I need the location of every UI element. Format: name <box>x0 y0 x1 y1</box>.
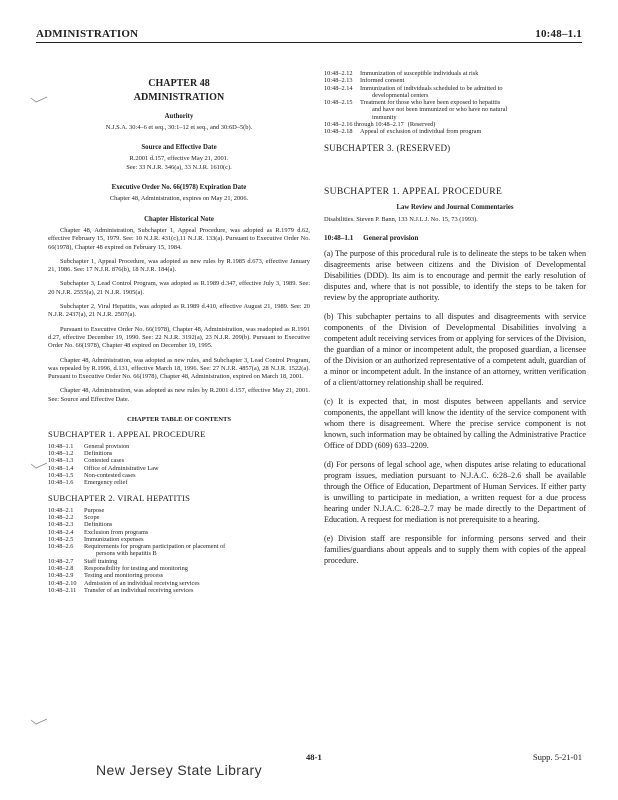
toc-item-text: Transfer of an individual receiving services <box>84 586 194 594</box>
toc-item-text: Responsibility for testing and monitoring <box>84 565 188 573</box>
toc-item <box>324 114 586 121</box>
toc-item <box>48 457 310 464</box>
toc-item-number <box>324 106 360 113</box>
running-head-left: ADMINISTRATION <box>36 28 139 40</box>
toc-item-number <box>324 114 360 121</box>
toc-item-number: 10:48–2.12 <box>324 70 353 77</box>
toc-item-text: and have not been immunized or who have no natural <box>372 106 508 114</box>
toc-item-number: 10:48–2.8 <box>48 565 74 573</box>
toc-item-number: 10:48–2.2 <box>48 513 74 521</box>
toc-item <box>324 99 586 106</box>
margin-check-mark-icon <box>30 718 48 726</box>
toc-item-text: Emergency relief <box>84 479 128 487</box>
left-column <box>48 70 310 594</box>
toc-item-text: (Reserved) <box>407 121 436 129</box>
toc-item <box>48 472 310 479</box>
chapter-name: ADMINISTRATION <box>133 92 225 104</box>
toc-item-number: 10:48–2.1 <box>48 506 74 514</box>
toc-item <box>48 529 310 536</box>
toc-item-text: Contested cases <box>84 457 125 465</box>
history-paragraph: Subchapter 2, Viral Hepatitis, was adopted as R.1989 d.410, effective August 21, 1989. See: 20 N.J.R. 2437(a), 21 N.J.R. 2507(a). <box>48 303 310 319</box>
exec-order-heading: Executive Order No. 66(1978) Expiration Date <box>111 184 247 192</box>
toc-item <box>48 450 310 457</box>
toc-item-text: Definitions <box>84 449 113 457</box>
history-paragraph: Chapter 48, Administration, was adopted as new rules by R.2001 d.157, effective May 21, 2001. See: Source and Effective Date. <box>48 387 310 403</box>
history-paragraph: Pursuant to Executive Order No. 66(1978), Chapter 48, Administration, was readopted as R.1991 d.27, effective December 19, 1990. See: 22 N.J.R. 3192(a), 23 N.J.R. 209(b). Pursuant to Executive Order No. 66(1978), Chapter 48 expired on December 19, 1995. <box>48 325 310 350</box>
history-heading: Chapter Historical Note <box>144 215 214 223</box>
toc-item <box>48 443 310 450</box>
toc-item <box>48 572 310 579</box>
toc-item <box>48 565 310 572</box>
law-review-heading: Law Review and Journal Commentaries <box>396 204 514 212</box>
toc-item-number: 10:48–2.10 <box>48 579 77 587</box>
toc-item-text: Scope <box>84 513 100 521</box>
toc-item-text: Testing and monitoring process <box>84 572 164 580</box>
toc-item-number: 10:48–2.7 <box>48 557 74 565</box>
toc-item-text: Non-contested cases <box>84 471 136 479</box>
toc-item-number: 10:48–1.6 <box>48 479 74 487</box>
toc-item-text: persons with hepatitis B <box>96 550 157 558</box>
toc-item-text: Treatment for those who have been exposed to hepatitis <box>360 99 501 107</box>
toc-item <box>324 106 586 113</box>
toc-item <box>48 543 310 550</box>
running-head <box>36 28 582 43</box>
toc-item-number <box>324 92 360 99</box>
toc-item-text: Requirements for program participation or placement of <box>84 543 226 551</box>
law-review-text: Disabilities. Steven P. Bann, 133 N.J.L.J. No. 15, 73 (1993). <box>324 215 478 223</box>
toc-item <box>324 77 586 84</box>
exec-order-text: Chapter 48, Administration, expires on May 21, 2006. <box>109 195 249 203</box>
toc-item <box>48 465 310 472</box>
toc-item-number: 10:48–2.16 through 10:48–2.17 <box>324 121 404 129</box>
toc-item-number: 10:48–2.9 <box>48 572 74 580</box>
toc-item-number: 10:48–2.3 <box>48 521 74 529</box>
toc-item-number: 10:48–2.18 <box>324 128 353 136</box>
rule-number: 10:48–1.1 <box>324 233 354 242</box>
toc-item-text: Exclusion from programs <box>84 528 149 536</box>
source-line: R.2001 d.157, effective May 21, 2001. <box>129 155 229 163</box>
toc-item <box>324 121 586 128</box>
toc-subchapter-title: SUBCHAPTER 1. APPEAL PROCEDURE <box>48 429 206 440</box>
toc-item <box>48 580 310 587</box>
toc-item-number: 10:48–1.4 <box>48 464 74 472</box>
toc-item-number: 10:48–2.11 <box>48 586 77 594</box>
toc-item-number: 10:48–1.5 <box>48 471 74 479</box>
source-heading: Source and Effective Date <box>141 144 217 152</box>
subchapter-heading: SUBCHAPTER 1. APPEAL PROCEDURE <box>324 185 503 197</box>
rule-paragraph: (c) It is expected that, in most disputes between appellants and service components, the appellant will know the identity of the service component with whom there is disagreement. Where the precise service component is not known, such information may be obtained by calling the Administrative Practice Office of DDD (609) 633–2209. <box>324 397 586 451</box>
toc-item-number: 10:48–1.1 <box>48 442 74 450</box>
authority-text: N.J.S.A. 30:4–6 et seq., 30:1–12 et seq., and 30:6D–5(b). <box>105 123 253 131</box>
toc-item-text: Immunization of individuals scheduled to be admitted to <box>360 84 503 92</box>
toc-item-text: developmental centers <box>372 91 429 99</box>
rule-paragraph: (e) Division staff are responsible for informing persons served and their families/guardians about appeals and to supply them with copies of the appeal procedure. <box>324 534 586 566</box>
toc-subchapter-title: SUBCHAPTER 2. VIRAL HEPATITIS <box>48 493 191 504</box>
toc-item <box>48 587 310 594</box>
toc-item-number: 10:48–2.14 <box>324 84 353 92</box>
toc-item <box>48 514 310 521</box>
toc-item-text: Admission of an individual receiving services <box>84 579 200 587</box>
toc-item-number: 10:48–2.6 <box>48 543 74 551</box>
toc-item <box>48 536 310 543</box>
toc-item <box>324 128 586 135</box>
toc-item <box>48 521 310 528</box>
toc-item <box>48 550 310 557</box>
toc-item-number: 10:48–2.5 <box>48 535 74 543</box>
right-column <box>324 70 586 574</box>
toc-item-number: 10:48–2.15 <box>324 99 353 107</box>
rule-paragraph: (d) For persons of legal school age, when disputes arise relating to educational program issues, mediation pursuant to N.J.A.C. 6:28–2.6 shall be available through the Office of Education, Department of Human Services. If either party is unwilling to participate in mediation, a written request for a due process hearing under N.J.A.C. 6:28–2.7 may be made directly to the Department of Education. A request for mediation is not prerequisite to a hearing. <box>324 460 586 525</box>
authority-heading: Authority <box>164 112 194 120</box>
toc-item-number: 10:48–1.3 <box>48 457 74 465</box>
toc-item <box>324 92 586 99</box>
supplement-date: Supp. 5-21-01 <box>532 752 582 762</box>
toc-item-text: Purpose <box>84 506 105 514</box>
history-paragraph: Subchapter 1, Appeal Procedure, was adopted as new rules by R.1985 d.673, effective January 21, 1986. See: 17 N.J.R. 876(b), 18 N.J.R. 184(a). <box>48 257 310 274</box>
toc-heading: CHAPTER TABLE OF CONTENTS <box>126 416 232 424</box>
chapter-number: CHAPTER 48 <box>148 78 210 89</box>
toc-list <box>48 507 310 595</box>
toc-item-number: 10:48–2.4 <box>48 528 74 536</box>
rule-paragraph: (b) This subchapter pertains to all disputes and disagreements with service components of the Division of Developmental Disabilities involving a competent adult receiving services from or applying for services of the Division, the guardian of a minor or incompetent adult, the proposed guardian, a licensee of the Division or an authorized representative of a competent adult, guardian of a minor or incompetent adult. In the instance of an attorney, written verification of a client/attorney relationship shall be required. <box>324 312 586 388</box>
toc-item-number <box>48 550 84 557</box>
rule-body <box>324 248 586 566</box>
margin-check-mark-icon <box>30 96 48 104</box>
toc-item <box>48 558 310 565</box>
history-paragraph: Chapter 48, Administration, was adopted as new rules, and Subchapter 3, Lead Control Program, was repealed by R.1996, d.131, effective March 18, 1996. See: 27 N.J.R. 4857(a), 28 N.J.R. 1522(a). Pursuant to Executive Order No. 66(1978), Chapter 48, Administration, expired on March 18, 2001. <box>48 356 310 381</box>
rule-paragraph: (a) The purpose of this procedural rule is to delineate the steps to be taken when disagreements arise between citizens and the Division of Developmental Disabilities (DDD). Its aim is to encourage and permit the early resolution of disputes and, where that is not possible, to identify the steps to be taken for review by the appropriate authority. <box>324 249 586 303</box>
toc-item-text: Immunization expenses <box>84 535 144 543</box>
history-paragraph: Subchapter 3, Lead Control Program, was adopted as R.1989 d.347, effective July 3, 1989. See: 20 N.J.R. 2555(a), 21 N.J.R. 1905(a). <box>48 280 310 296</box>
toc-item-text: Office of Administrative Law <box>84 464 159 472</box>
source-line: See: 33 N.J.R. 346(a), 33 N.J.R. 1610(c). <box>126 163 232 171</box>
toc-list <box>48 443 310 487</box>
toc-item-text: Definitions <box>84 521 113 529</box>
toc-item-text: Informed consent <box>360 77 405 85</box>
toc-item <box>48 507 310 514</box>
toc-item-text: Immunization of susceptible individuals at risk <box>360 70 479 77</box>
margin-check-mark-icon <box>30 462 48 470</box>
toc-item-text: immunity <box>372 113 397 121</box>
rule-title: General provision <box>363 233 419 242</box>
toc-item-number: 10:48–1.2 <box>48 449 74 457</box>
toc-list <box>324 70 586 136</box>
toc-item <box>48 479 310 486</box>
page-number: 48-1 <box>306 752 322 762</box>
toc-item-text: General provision <box>84 442 130 450</box>
toc-item <box>324 85 586 92</box>
library-stamp: New Jersey State Library <box>96 762 262 778</box>
running-head-right: 10:48–1.1 <box>535 28 582 40</box>
toc-item-text: Staff training <box>84 557 118 565</box>
toc-subchapter-title: SUBCHAPTER 3. (RESERVED) <box>324 142 451 153</box>
history-paragraph: Chapter 48, Administration, Subchapter 1, Appeal Procedure, was adopted as R.1979 d.62, effective February 15, 1979. See: 10 N.J.R. 431(c),11 N.J.R. 133(a). Pursuant to Executive Order No. 66(1978), Chapter 48 expired on February 15, 1984. <box>48 226 310 251</box>
rule-heading <box>324 234 586 242</box>
toc-item <box>324 70 586 77</box>
toc-item-text: Appeal of exclusion of individual from program <box>360 128 482 136</box>
toc-item-number: 10:48–2.13 <box>324 77 353 85</box>
